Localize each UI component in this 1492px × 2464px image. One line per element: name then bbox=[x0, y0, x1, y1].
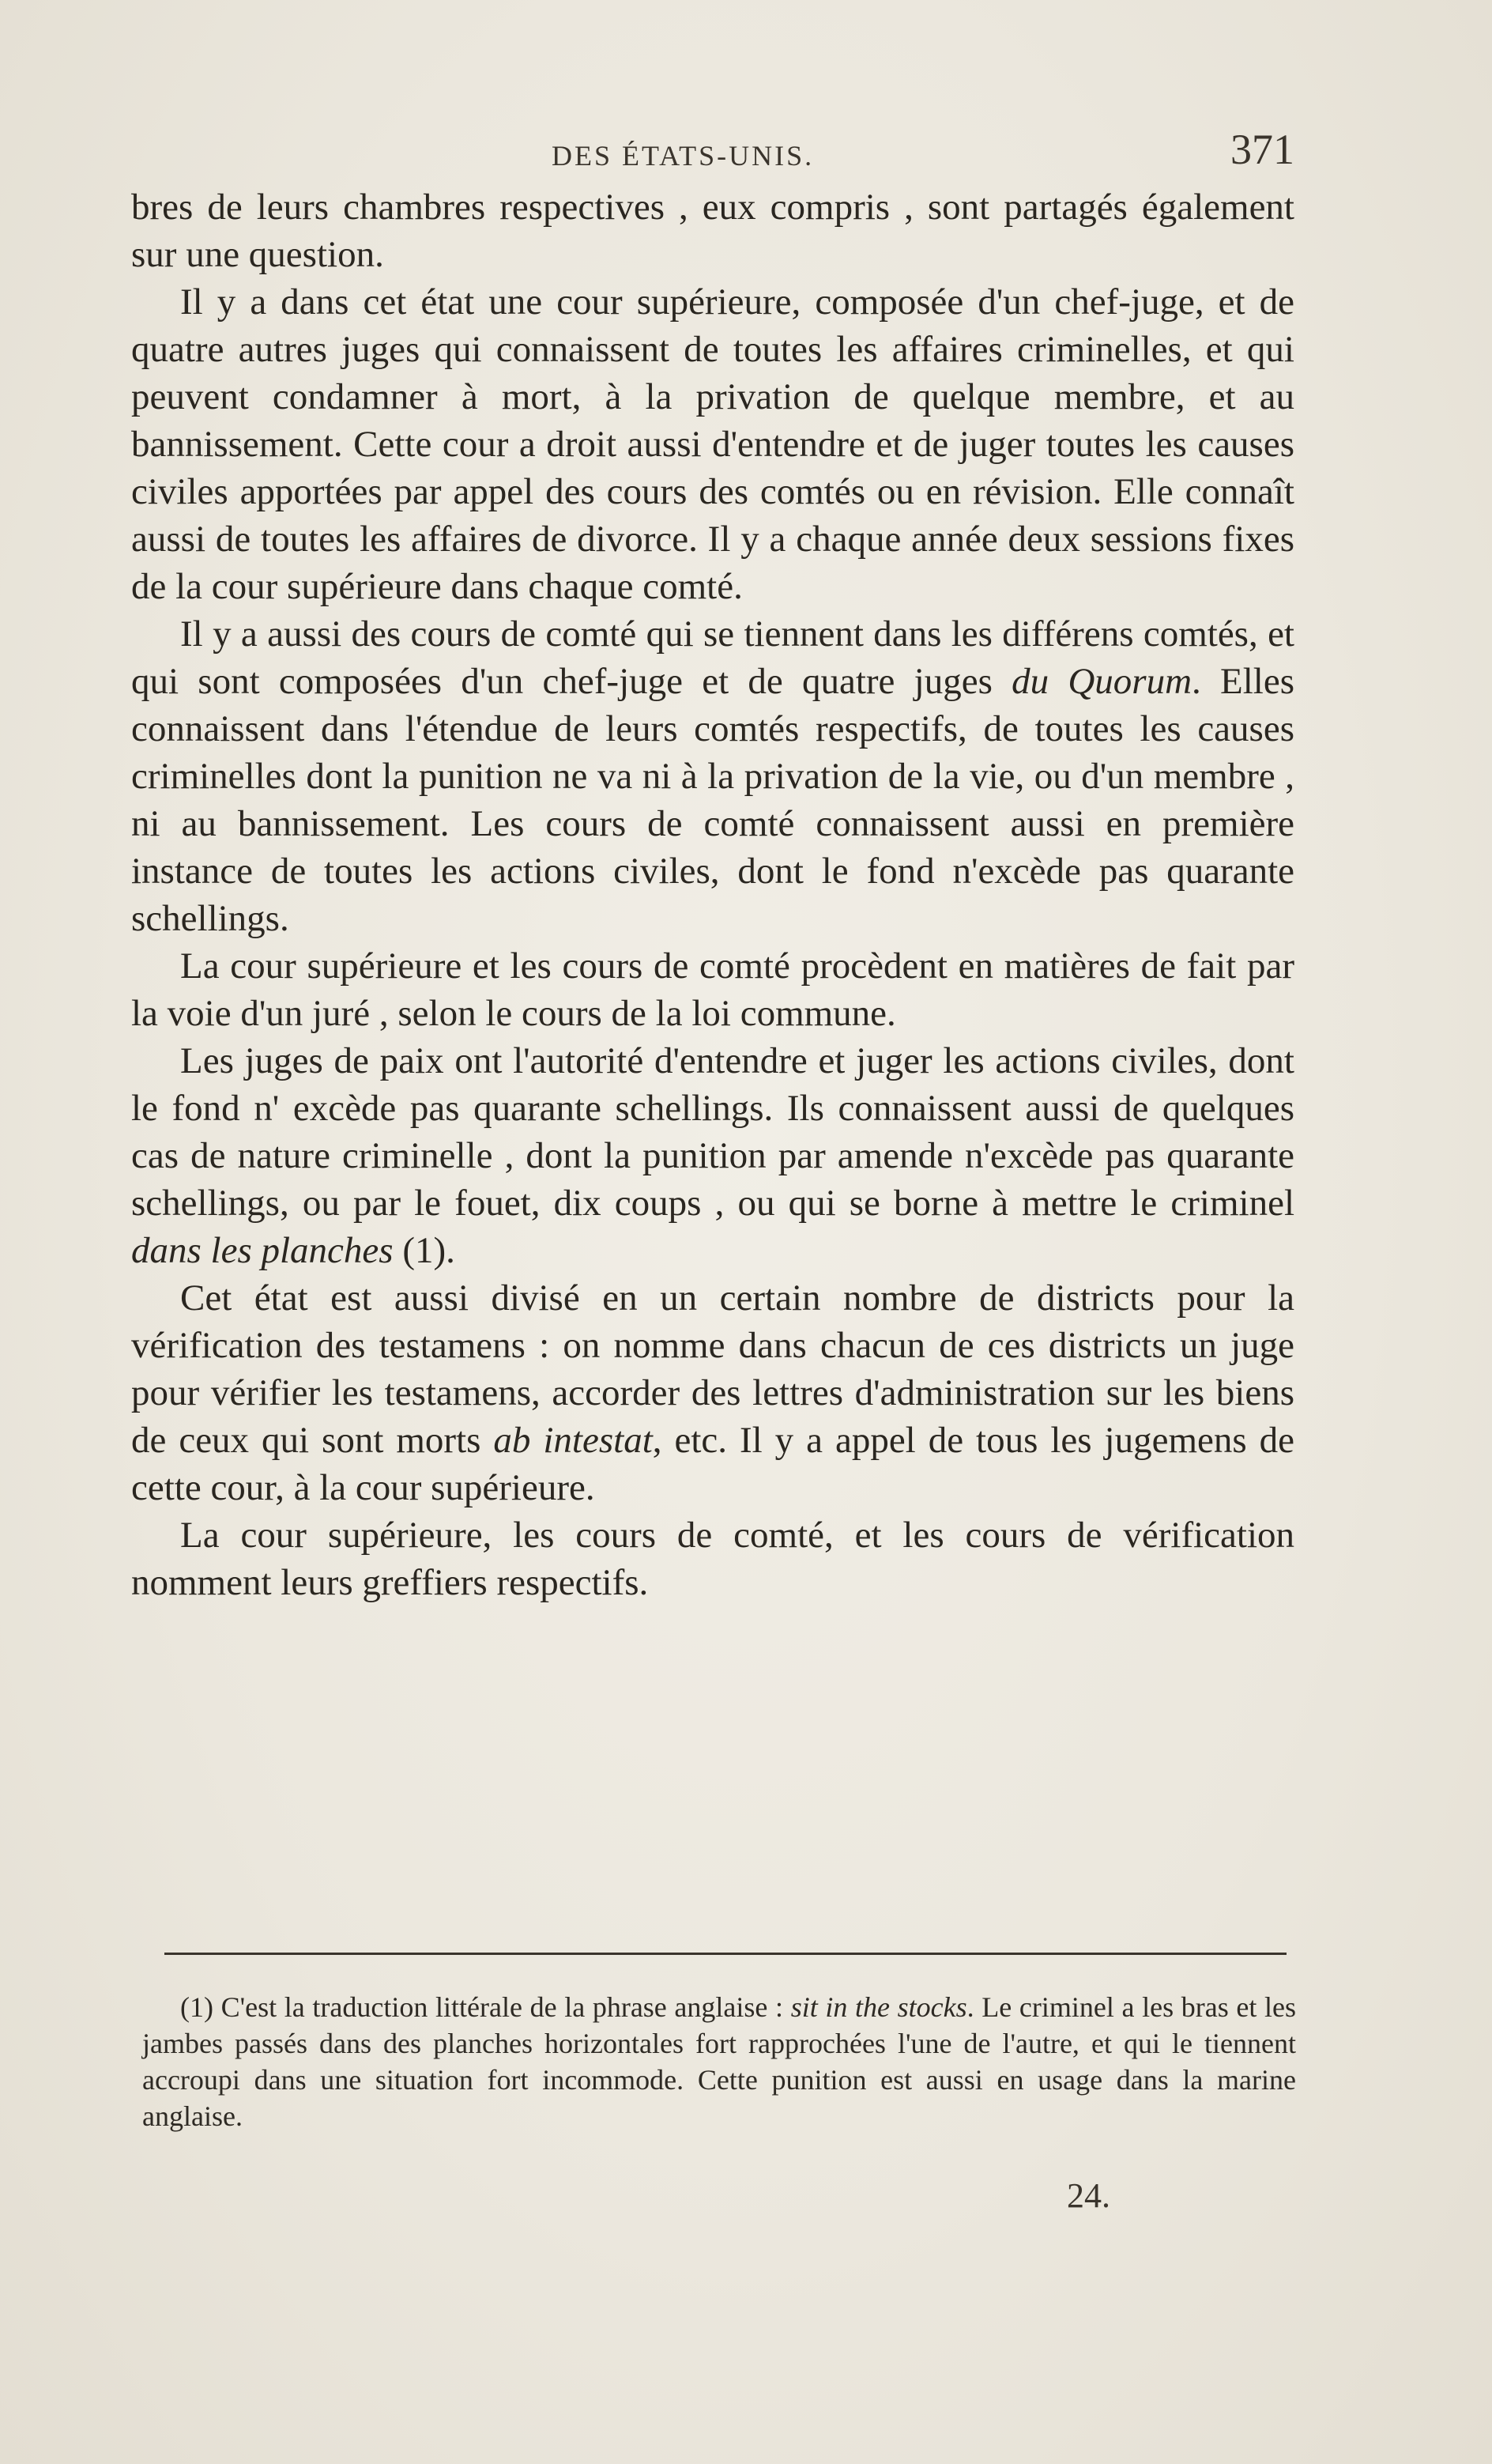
running-title: DES ÉTATS-UNIS. bbox=[552, 140, 815, 172]
footnote bbox=[142, 1989, 1296, 2134]
italic-term: du Quorum bbox=[1012, 661, 1192, 702]
paragraph-juges-de-paix bbox=[131, 1037, 1294, 1274]
paragraph-cours-de-comte bbox=[131, 610, 1294, 942]
page-number: 371 bbox=[1230, 126, 1294, 173]
paragraph-jure bbox=[131, 942, 1294, 1037]
paragraph-greffiers bbox=[131, 1511, 1294, 1606]
footnote-text: . Le criminel a les bras et les jambes passés dans des planches horizontales fort rapprochées l'une de l'autre, et qui le tiennent accroupi dans une situation fort incommode. Cette punition est aussi en usage dans la marine anglaise. bbox=[142, 1991, 1296, 2132]
paragraph-continuation bbox=[131, 183, 1294, 278]
italic-phrase: sit in the stocks bbox=[790, 1991, 967, 2023]
footnote-rule bbox=[164, 1953, 1287, 1955]
paragraph-text: Les juges de paix ont l'autorité d'entendre et juger les actions civiles, dont le fond n' excède pas quarante schellings. Ils connaissent aussi de quelques cas de nature criminelle , dont la punition par amende n'excède pas quarante schellings, ou par le fouet, dix coups , ou qui se borne à mettre le criminel bbox=[131, 1040, 1294, 1224]
paragraph-text: Il y a dans cet état une cour supérieure, composée d'un chef-juge, et de quatre autres juges qui connaissent de toutes les affaires criminelles, et qui peuvent condamner à mort, à la privation de quelque membre, et au bannissement. Cette cour a droit aussi d'entendre et de juger toutes les causes civiles apportées par appel des cours des comtés ou en révision. Elle connaît aussi de toutes les affaires de divorce. Il y a chaque année deux sessions fixes de la cour supérieure dans chaque comté. bbox=[131, 281, 1294, 607]
paragraph-text: bres de leurs chambres respectives , eux compris , sont partagés également sur une question. bbox=[131, 187, 1294, 275]
italic-term: ab intestat bbox=[493, 1420, 653, 1461]
signature-mark: 24. bbox=[1067, 2176, 1110, 2215]
paragraph-text: (1). bbox=[393, 1230, 455, 1271]
paragraph-cour-superieure bbox=[131, 278, 1294, 610]
footnote-text: (1) C'est la traduction littérale de la phrase anglaise : bbox=[180, 1991, 791, 2023]
body-text bbox=[131, 183, 1294, 1606]
paragraph-text: . Elles connaissent dans l'étendue de leurs comtés respectifs, de toutes les causes criminelles dont la punition ne va ni à la privation de la vie, ou d'un membre , ni au bannissement. Les cours de comté connaissent aussi en première instance de toutes les actions civiles, dont le fond n'excède pas quarante schellings. bbox=[131, 661, 1294, 939]
paragraph-text: La cour supérieure, les cours de comté, et les cours de vérification nomment leurs greffiers respectifs. bbox=[131, 1515, 1294, 1603]
italic-term: dans les planches bbox=[131, 1230, 394, 1271]
paragraph-text: La cour supérieure et les cours de comté procèdent en matières de fait par la voie d'un juré , selon le cours de la loi commune. bbox=[131, 945, 1294, 1034]
paragraph-text: Il y a aussi des cours de comté qui se tiennent dans les différens comtés, et qui sont composées d'un chef-juge et de quatre juges bbox=[131, 613, 1294, 702]
paragraph-testamens bbox=[131, 1274, 1294, 1511]
paragraph-text: Cet état est aussi divisé en un certain nombre de districts pour la vérification des testamens : on nomme dans chacun de ces districts un juge pour vérifier les testamens, accorder des lettres d'administration sur les biens de ceux qui sont morts bbox=[131, 1277, 1294, 1461]
paragraph-text: , etc. Il y a appel de tous les jugemens de cette cour, à la cour supérieure. bbox=[131, 1420, 1294, 1508]
page-header bbox=[133, 125, 1294, 180]
